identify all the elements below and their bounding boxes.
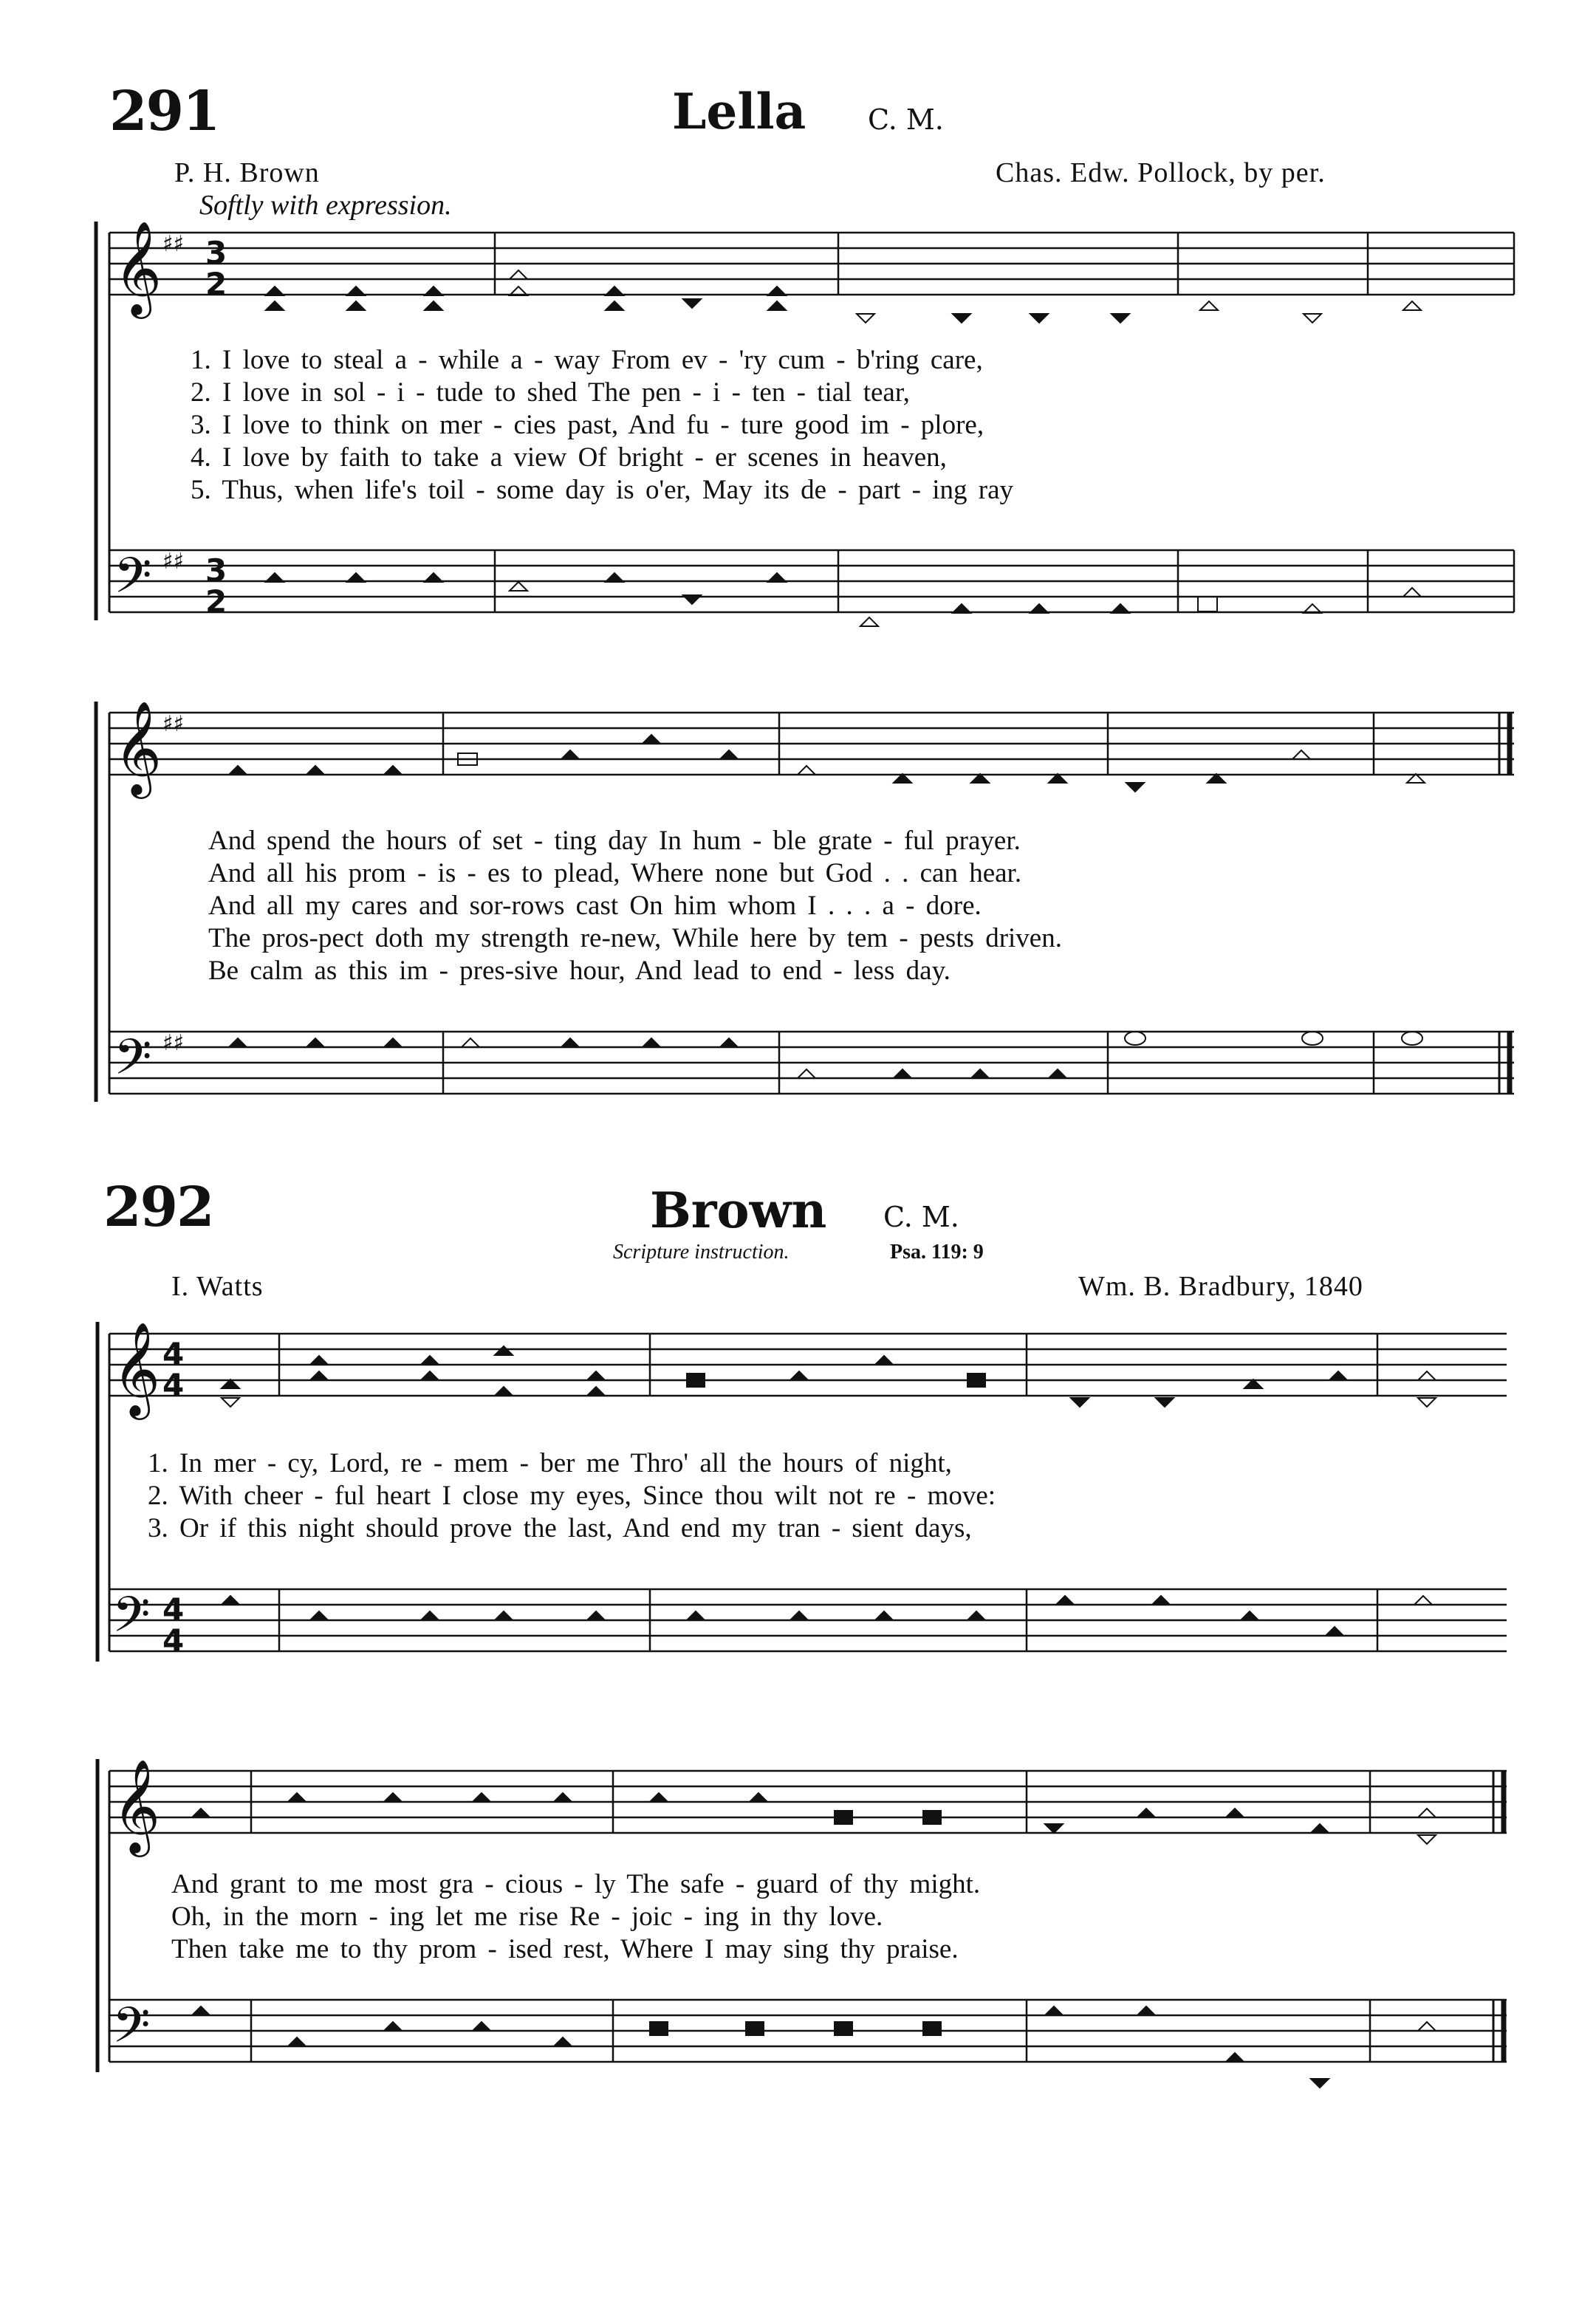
svg-text:𝄞: 𝄞 bbox=[114, 700, 162, 795]
hymn-291-number: 291 bbox=[109, 80, 219, 143]
hymn-292-tune-name: Brown bbox=[650, 1182, 827, 1239]
svg-text:♯♯: ♯♯ bbox=[162, 1030, 185, 1056]
lyric-line: Oh, in the morn - ing let me rise Re - joic - ing in thy love. bbox=[171, 1902, 883, 1932]
hymn-292-meter: C. M. bbox=[883, 1201, 959, 1233]
lyric-line: Be calm as this im - pres-sive hour, And lead to end - less day. bbox=[208, 956, 951, 986]
svg-text:𝄞: 𝄞 bbox=[114, 220, 162, 315]
lyric-line: 2. With cheer - ful heart I close my eyes, Since thou wilt not re - move: bbox=[148, 1481, 996, 1511]
lyric-line: 2. I love in sol - i - tude to shed The pen - i - ten - tial tear, bbox=[191, 377, 910, 408]
lyric-line: And all his prom - is - es to plead, Where none but God . . can hear. bbox=[208, 858, 1022, 888]
hymn-291-system-2-lyrics bbox=[208, 825, 1523, 987]
hymn-292-system-1-lyrics bbox=[148, 1447, 1507, 1545]
svg-text:𝄞: 𝄞 bbox=[112, 1758, 161, 1853]
svg-text:2: 2 bbox=[205, 583, 227, 620]
svg-text:𝄢: 𝄢 bbox=[114, 1029, 152, 1097]
hymn-291-lyricist: P. H. Brown bbox=[174, 157, 320, 188]
hymn-292-reference: Psa. 119: 9 bbox=[890, 1241, 984, 1264]
lyric-line: Then take me to thy prom - ised rest, Where I may sing thy praise. bbox=[171, 1934, 959, 1964]
lyric-line: 1. I love to steal a - while a - way From ev - 'ry cum - b'ring care, bbox=[191, 345, 983, 375]
hymn-291-tune-name: Lella bbox=[672, 83, 806, 140]
hymn-291-tempo: Softly with expression. bbox=[199, 190, 452, 221]
svg-text:𝄢: 𝄢 bbox=[112, 1997, 151, 2066]
svg-text:♯♯: ♯♯ bbox=[162, 711, 185, 737]
hymn-292-lyricist: I. Watts bbox=[171, 1271, 264, 1302]
svg-text:𝄞: 𝄞 bbox=[112, 1321, 161, 1416]
hymn-292-composer: Wm. B. Bradbury, 1840 bbox=[1078, 1271, 1363, 1302]
lyric-line: And spend the hours of set - ting day In hum - ble grate - ful prayer. bbox=[208, 826, 1021, 856]
svg-text:4: 4 bbox=[162, 1367, 185, 1403]
svg-text:4: 4 bbox=[162, 1591, 185, 1628]
hymn-291-composer: Chas. Edw. Pollock, by per. bbox=[996, 157, 1326, 188]
lyric-line: 3. I love to think on mer - cies past, And fu - ture good im - plore, bbox=[191, 410, 984, 440]
svg-text:♯♯: ♯♯ bbox=[162, 549, 185, 575]
hymn-292-system-2-lyrics bbox=[171, 1868, 1501, 1966]
svg-text:2: 2 bbox=[205, 266, 227, 302]
svg-text:𝄢: 𝄢 bbox=[114, 547, 152, 616]
svg-text:♯♯: ♯♯ bbox=[162, 231, 185, 257]
svg-text:𝄢: 𝄢 bbox=[112, 1586, 151, 1655]
hymn-292-number: 292 bbox=[103, 1176, 213, 1239]
lyric-line: 5. Thus, when life's toil - some day is o'er, May its de - part - ing ray bbox=[191, 475, 1014, 505]
lyric-line: And all my cares and sor-rows cast On him whom I . . . a - dore. bbox=[208, 891, 982, 921]
hymn-291-meter: C. M. bbox=[868, 103, 944, 136]
svg-text:4: 4 bbox=[162, 1622, 185, 1659]
lyric-line: And grant to me most gra - cious - ly The safe - guard of thy might. bbox=[171, 1869, 981, 1899]
svg-text:4: 4 bbox=[162, 1336, 185, 1372]
hymn-291-system-1-lyrics bbox=[191, 344, 1520, 507]
lyric-line: 4. I love by faith to take a view Of bright - er scenes in heaven, bbox=[191, 442, 947, 473]
svg-text:3: 3 bbox=[205, 235, 227, 271]
lyric-line: The pros-pect doth my strength re-new, While here by tem - pests driven. bbox=[208, 923, 1062, 953]
lyric-line: 3. Or if this night should prove the last, And end my tran - sient days, bbox=[148, 1513, 972, 1543]
hymn-292-subtitle: Scripture instruction. bbox=[613, 1241, 790, 1264]
svg-text:3: 3 bbox=[205, 552, 227, 589]
lyric-line: 1. In mer - cy, Lord, re - mem - ber me Thro' all the hours of night, bbox=[148, 1448, 952, 1478]
